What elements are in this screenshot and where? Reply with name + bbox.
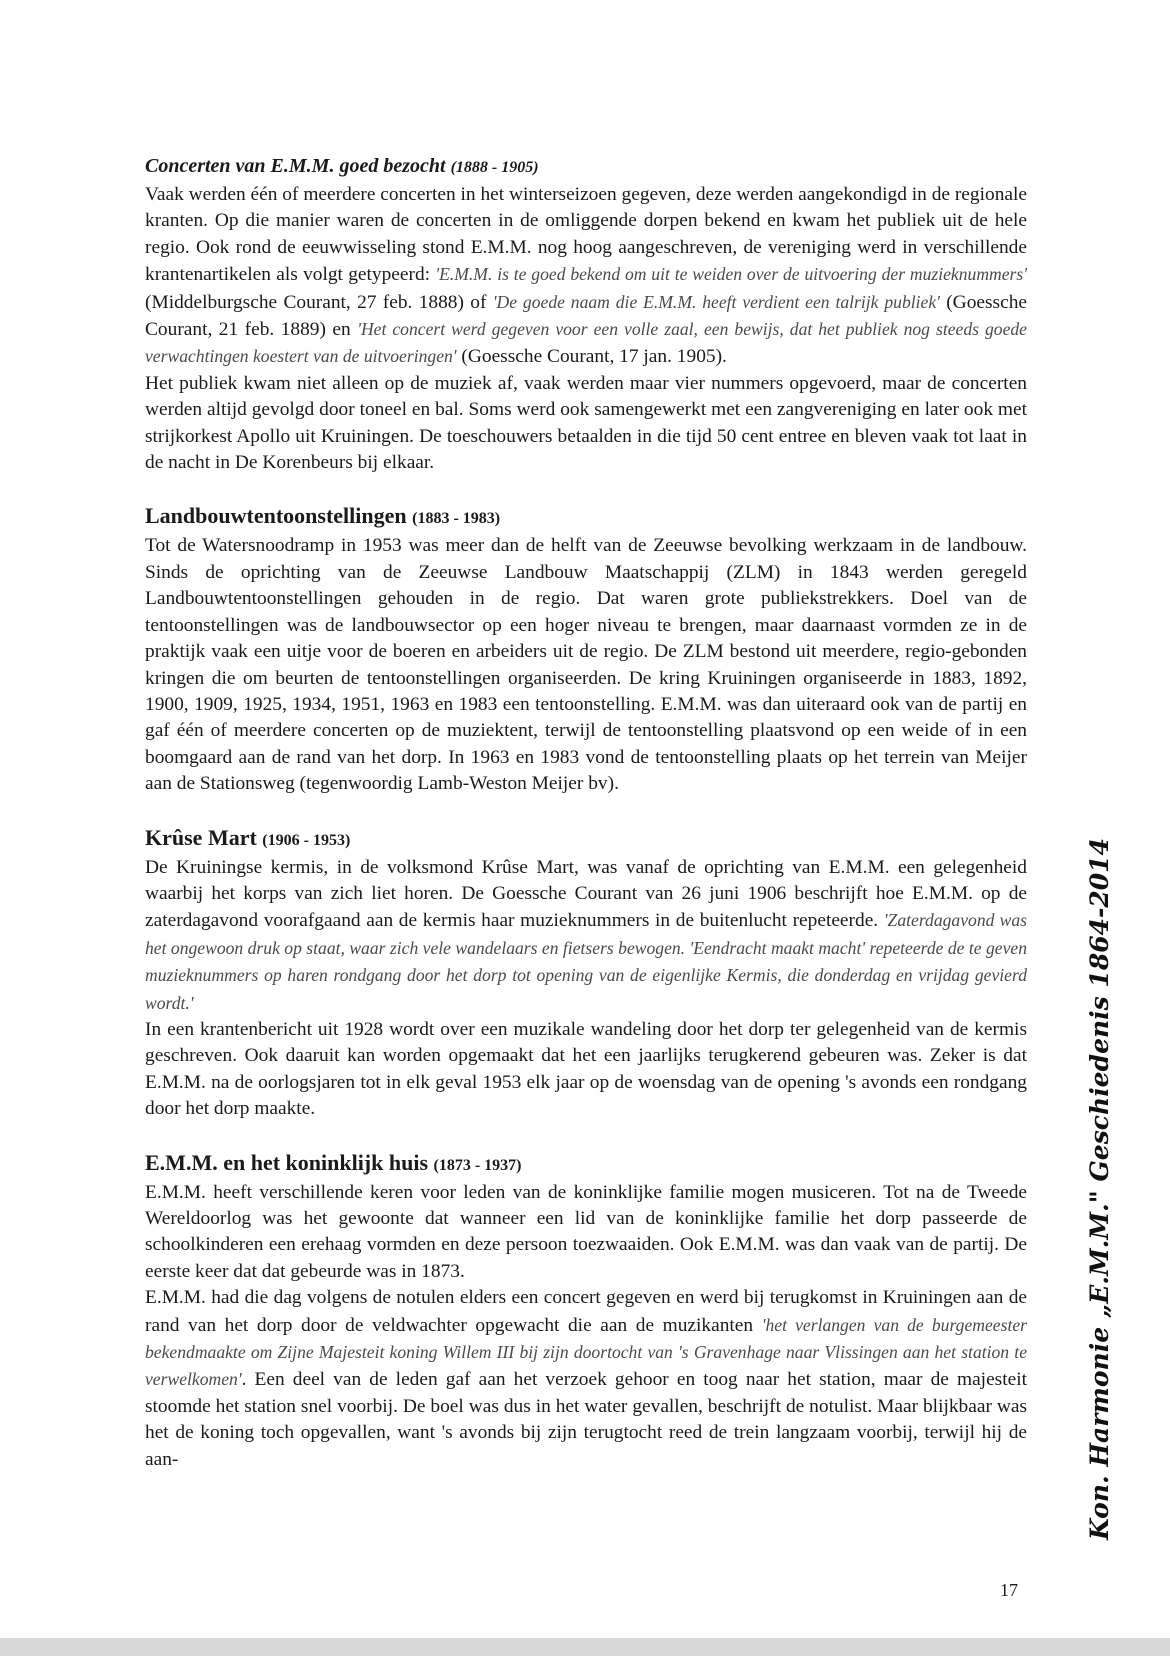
text-run: E.M.M. had die dag volgens de notulen elders een concert gegeven en werd bij terugkomst in Kruiningen aan de rand van het dorp door de veldwachter opgewacht die aan de muzikanten xyxy=(145,1287,1027,1336)
text-run: . Een deel van de leden gaf aan het verzoek gehoor en toog naar het station, maar de majesteit stoomde het station snel voorbij. De boel was dus in het water gevallen, beschrijft de notulist. Maar blijkbaar was het de koning toch opgevallen, want 's avonds bij zijn terugtocht reed de trein langzaam voorbij, terwijl hij de aan- xyxy=(145,1369,1027,1470)
text-run: Tot de Watersnoodramp in 1953 was meer dan de helft van de Zeeuwse bevolking werkzaam in de landbouw. Sinds de oprichting van de Zeeuwse Landbouw Maatschappij (ZLM) in 1843 werden geregeld Landbouwtentoonstellingen gehouden in de regio. Dat waren grote publiekstrekkers. Doel van de tentoonstellingen was de landbouwsector op een hoger niveau te brengen, maar daarnaast vormden ze in de praktijk vaak een uitje voor de boeren en arbeiders uit de regio. De ZLM bestond uit meerdere, regio-gebonden kringen die om beurten de tentoonstellingen organiseerden. De kring Kruiningen organiseerde in 1883, 1892, 1900, 1909, 1925, 1934, 1951, 1963 en 1983 een tentoonstelling. E.M.M. was dan uiteraard ook van de partij en gaf één of meerdere concerten op de muziektent, terwijl de tentoonstelling plaatsvond op een weide of in een boomgaard aan de rand van het dorp. In 1963 en 1983 vond de tentoonstelling plaats op het terrein van Meijer aan de Stationsweg (tegenwoordig Lamb-Weston Meijer bv). xyxy=(145,535,1027,795)
text-run: (Goessche Courant, 17 jan. 1905). xyxy=(456,346,727,368)
text-run: E.M.M. heeft verschillende keren voor leden van de koninklijke familie mogen musiceren. Tot na de Tweede Wereldoorlog was het gewoonte dat wanneer een lid van de koninklijke familie het dorp passeerde de schoolkinderen een erehaag vormden en deze persoon toezwaaiden. Ook E.M.M. was dan vaak van de partij. De eerste keer dat dat gebeurde was in 1873. xyxy=(145,1181,1027,1282)
section-years: (1883 - 1983) xyxy=(412,510,501,528)
page-number: 17 xyxy=(1000,1580,1018,1600)
scan-bottom-band xyxy=(0,1638,1170,1656)
paragraph xyxy=(145,371,1027,477)
text-run: De Kruiningse kermis, in de volksmond Krûse Mart, was vanaf de oprichting van E.M.M. een gelegenheid waarbij het korps van zich liet horen. De Goessche Courant van 26 juni 1906 beschrijft hoe E.M.M. op de zaterdagavond voorafgaand aan de kermis haar muzieknummers in de buitenlucht repeteerde. xyxy=(145,856,1027,932)
section-heading xyxy=(145,1149,1027,1180)
paragraph xyxy=(145,855,1027,1017)
text-run: (Goessche Courant, 21 feb. 1889) en xyxy=(145,291,1027,341)
paragraph xyxy=(145,533,1027,797)
text-run: Het publiek kwam niet alleen op de muziek af, vaak werden maar vier nummers opgevoerd, maar de concerten werden altijd gevolgd door toneel en bal. Soms werd ook samengewerkt met een zangvereniging en later ook met strijkorkest Apollo uit Kruiningen. De toeschouwers betaalden in die tijd 50 cent entree en bleven vaak tot laat in de nacht in De Korenbeurs bij elkaar. xyxy=(145,372,1027,474)
section xyxy=(145,502,1027,797)
section-years: (1888 - 1905) xyxy=(450,159,539,176)
quotation: 'het verlangen van de burgemeester bekendmaakte om Zijne Majesteit koning Willem III bij zijn doortocht van 's Gravenhage naar Vlissingen aan het station te verwelkomen' xyxy=(145,1314,1027,1390)
section xyxy=(145,152,1027,476)
section-heading xyxy=(145,824,1027,855)
running-side-title: Kon. Harmonie „E.M.M." Geschiedenis 1864-2014 xyxy=(1085,838,1114,1540)
paragraph xyxy=(145,1180,1027,1286)
section-heading xyxy=(145,502,1027,533)
quotation: 'E.M.M. is te goed bekend om uit te weiden over de uitvoering der muzieknummers' xyxy=(435,264,1027,285)
paragraph xyxy=(145,182,1027,371)
section xyxy=(145,824,1027,1123)
paragraph xyxy=(145,1285,1027,1473)
quotation: 'Het concert werd gegeven voor een volle zaal, een bewijs, dat het publiek nog steeds goede verwachtingen koestert van de uitvoeringen' xyxy=(145,319,1027,367)
paragraph xyxy=(145,1017,1027,1123)
text-run: (Middelburgsche Courant, 27 feb. 1888) of xyxy=(145,291,493,313)
section-title: Concerten van E.M.M. goed bezocht xyxy=(145,155,451,177)
section-title: E.M.M. en het koninklijk huis xyxy=(145,1149,434,1175)
text-run: In een krantenbericht uit 1928 wordt over een muzikale wandeling door het dorp ter gelegenheid van de kermis geschreven. Ook daaruit kan worden opgemaakt dat het een jaarlijks terugkerend gebeuren was. Zeker is dat E.M.M. na de oorlogsjaren tot in elk geval 1953 elk jaar op de woensdag van de opening 's avonds een rondgang door het dorp maakte. xyxy=(145,1018,1027,1120)
document-body xyxy=(145,152,1027,1473)
section-years: (1873 - 1937) xyxy=(433,1156,522,1174)
quotation: 'De goede naam die E.M.M. heeft verdient een talrijk publiek' xyxy=(492,291,940,312)
quotation: 'Zaterdagavond was het ongewoon druk op staat, waar zich vele wandelaars en fietsers bewogen. 'Eendracht maakt macht' repeteerde de te geven muzieknummers op haren rondgang door het dorp tot opening van de eigenlijke Kermis, die donderdag en vrijdag gevierd wordt.' xyxy=(145,910,1027,1013)
section-heading xyxy=(145,152,1027,182)
section-years: (1906 - 1953) xyxy=(262,831,351,849)
section xyxy=(145,1149,1027,1473)
section-title: Krûse Mart xyxy=(145,824,263,850)
text-run: Vaak werden één of meerdere concerten in het winterseizoen gegeven, deze werden aangekondigd in de regionale kranten. Op die manier waren de concerten in de omliggende dorpen bekend en kwam het publiek uit de hele regio. Ook rond de eeuwwisseling stond E.M.M. nog hoog aangeschreven, de vereniging werd in verschillende krantenartikelen als volgt getypeerd: xyxy=(145,184,1027,286)
section-title: Landbouwtentoonstellingen xyxy=(145,503,413,529)
